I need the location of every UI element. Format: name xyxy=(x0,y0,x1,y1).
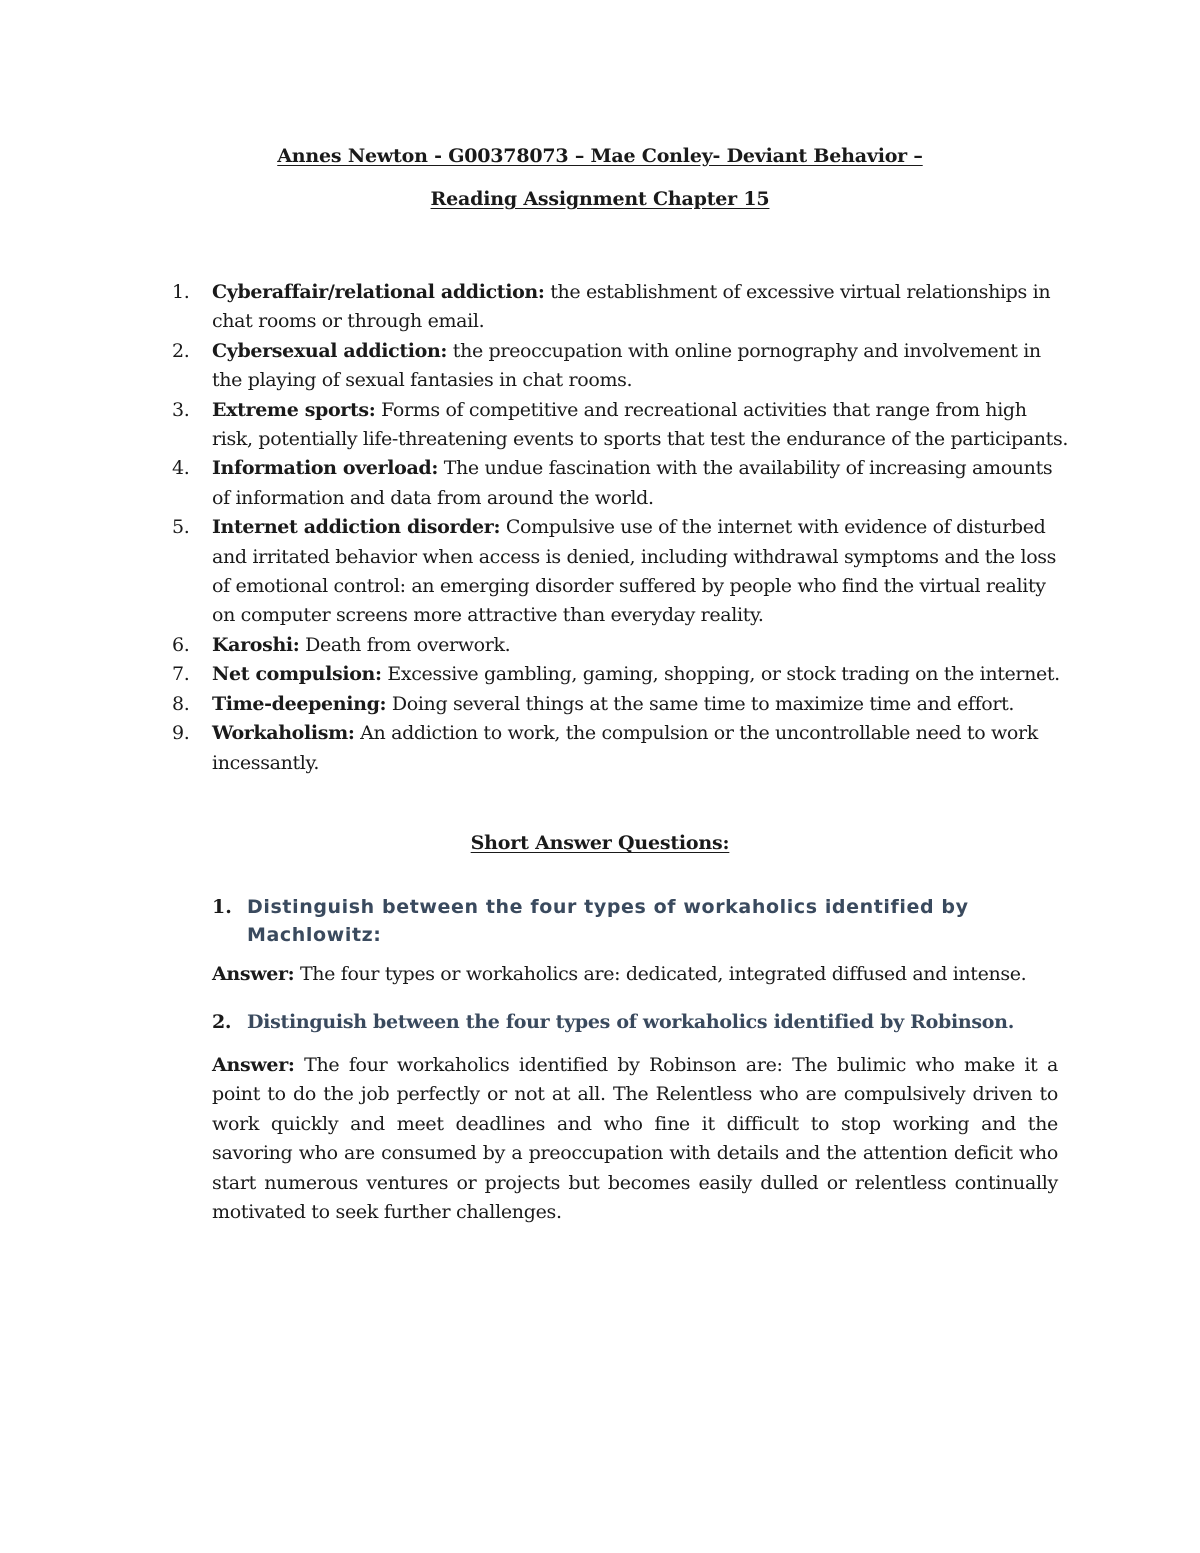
answer-1-text: The four types or workaholics are: dedicated, integrated diffused and intense. xyxy=(294,963,1027,985)
definition-number: 5. xyxy=(172,516,190,539)
definition-item xyxy=(172,660,1072,689)
short-answer-heading: Short Answer Questions: xyxy=(470,832,730,854)
definition-number: 9. xyxy=(172,722,190,745)
definition-item xyxy=(172,396,1072,455)
definitions-list xyxy=(172,278,1072,778)
definition-number: 8. xyxy=(172,692,190,715)
answer-2-text: The four workaholics identified by Robinson are: The bulimic who make it a point to do the job perfectly or not at all. The Relentless who are compulsively driven to work quickly and meet deadlines and who fine it difficult to stop working and the savoring who are consumed by a preoccupation with details and the attention deficit who start numerous ventures or projects but becomes easily dulled or relentless continually motivated to seek further challenges. xyxy=(212,1054,1058,1224)
question-2-number: 2. xyxy=(212,1011,232,1033)
question-2 xyxy=(212,1008,1072,1036)
definition-text: The undue fascination with the availability of increasing amounts of information and data from around the world. xyxy=(212,457,1053,509)
definition-number: 1. xyxy=(172,281,190,303)
definition-text: An addiction to work, the compulsion or the uncontrollable need to work incessantly. xyxy=(212,722,1038,774)
definition-term: Time-deepening: xyxy=(212,692,387,715)
definition-item xyxy=(172,719,1072,778)
definition-text: Doing several things at the same time to maximize time and effort. xyxy=(386,692,1015,715)
definition-item xyxy=(172,337,1072,396)
definition-term: Internet addiction disorder: xyxy=(212,516,501,539)
definition-term: Cybersexual addiction: xyxy=(212,339,448,362)
definition-number: 7. xyxy=(172,663,190,686)
definition-text: the preoccupation with online pornography and involvement in the playing of sexual fantasies in chat rooms. xyxy=(212,339,1041,392)
answer-2 xyxy=(212,1051,1058,1227)
document-title-line-1: Annes Newton - G00378073 – Mae Conley- Deviant Behavior – xyxy=(277,145,923,167)
definition-term: Net compulsion: xyxy=(212,663,382,686)
question-1 xyxy=(212,893,1062,949)
question-2-text: Distinguish between the four types of workaholics identified by Robinson. xyxy=(247,1011,1015,1033)
document-title-line-2: Reading Assignment Chapter 15 xyxy=(430,188,770,210)
question-1-text: Distinguish between the four types of workaholics identified by Machlowitz: xyxy=(247,896,969,946)
definition-text: Compulsive use of the internet with evidence of disturbed and irritated behavior when access is denied, including withdrawal symptoms and the loss of emotional control: an emerging disorder suffered by people who find the virtual reality on computer screens more attractive than everyday reality. xyxy=(212,516,1057,627)
definition-number: 6. xyxy=(172,633,190,656)
definition-number: 3. xyxy=(172,398,190,421)
definition-item xyxy=(172,631,1072,660)
definition-term: Workaholism: xyxy=(212,722,355,745)
definition-text: Excessive gambling, gaming, shopping, or stock trading on the internet. xyxy=(381,663,1060,686)
definition-term: Karoshi: xyxy=(212,633,300,656)
definition-item xyxy=(172,278,1072,337)
definition-text: the establishment of excessive virtual relationships in chat rooms or through email. xyxy=(212,281,1051,333)
definition-text: Forms of competitive and recreational activities that range from high risk, potentially life-threatening events to sports that test the endurance of the participants. xyxy=(212,398,1069,451)
definition-item xyxy=(172,454,1072,513)
definition-term: Cyberaffair/relational addiction: xyxy=(212,281,545,303)
definition-text: Death from overwork. xyxy=(299,633,511,656)
answer-1 xyxy=(212,960,1072,989)
definition-item xyxy=(172,513,1072,631)
definition-term: Extreme sports: xyxy=(212,398,376,421)
definition-term: Information overload: xyxy=(212,457,439,480)
answer-2-label: Answer: xyxy=(212,1054,295,1076)
definition-item xyxy=(172,690,1072,719)
answer-1-label: Answer: xyxy=(212,963,295,985)
question-1-number: 1. xyxy=(212,896,232,918)
definition-number: 4. xyxy=(172,457,190,480)
definition-number: 2. xyxy=(172,339,190,362)
